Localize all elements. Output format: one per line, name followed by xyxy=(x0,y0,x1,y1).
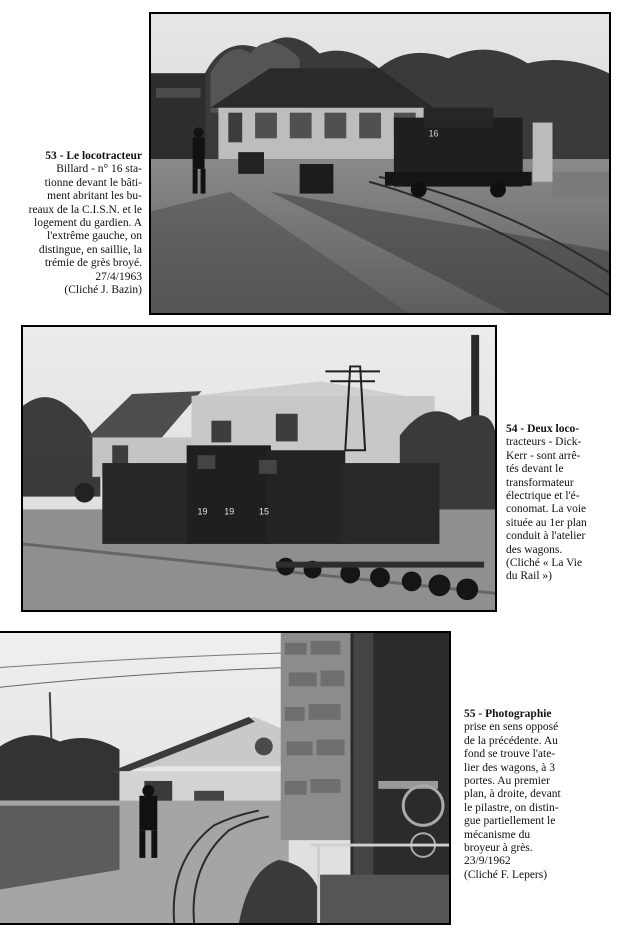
caption-55-line: portes. Au premier xyxy=(464,775,550,788)
caption-54-line: des wagons. xyxy=(506,543,563,556)
photo-53-locotracteur-billard xyxy=(149,12,611,315)
caption-55-line: 55 - Photographie xyxy=(464,708,552,720)
caption-53-line: distingue, en saillie, la xyxy=(38,243,142,256)
caption-55-line: prise en sens opposé xyxy=(464,721,559,734)
caption-53-line: Billard - n° 16 sta- xyxy=(56,163,142,176)
caption-54-line: située au 1er plan xyxy=(506,516,587,529)
caption-55-line: de la précédente. Au xyxy=(464,734,558,747)
caption-53-line: 53 - Le locotracteur xyxy=(45,150,142,162)
photo-54-dick-kerr-locotracteurs xyxy=(21,325,497,612)
caption-53-line: ment abritant les bu- xyxy=(47,190,142,203)
caption-55-line: mécanisme du xyxy=(464,828,531,841)
caption-54-line: du Rail ») xyxy=(506,570,552,583)
caption-53-line: tionne devant le bâti- xyxy=(44,176,142,189)
caption-54-line: conduit à l'atelier xyxy=(506,530,586,543)
photo-55-image xyxy=(0,633,449,923)
caption-54-line: Kerr - sont arrê- xyxy=(506,449,581,462)
loco-number-54b: 19 xyxy=(224,506,235,517)
caption-54-line: électrique et l'é- xyxy=(506,490,580,503)
photo-53-image xyxy=(151,14,609,313)
caption-53-credit: (Cliché J. Bazin) xyxy=(64,284,142,297)
caption-54-line: conomat. La voie xyxy=(506,503,587,516)
caption-54-line: tracteurs - Dick- xyxy=(506,436,582,449)
caption-54-line: 54 - Deux loco- xyxy=(506,423,580,435)
caption-53-line: reaux de la C.I.S.N. et le xyxy=(28,203,142,216)
caption-53-line: l'extrême gauche, on xyxy=(47,230,142,243)
caption-54-line: (Cliché « La Vie xyxy=(506,557,583,570)
loco-number-54a: 19 xyxy=(197,506,208,517)
caption-53-line: trémie de grès broyé. xyxy=(44,257,142,270)
caption-55 xyxy=(464,708,590,882)
caption-55-line: broyeur à grès. xyxy=(464,842,533,855)
caption-55-line: 23/9/1962 xyxy=(464,855,511,868)
caption-55-line: fond se trouve l'ate- xyxy=(464,748,556,761)
photo-55-wagon-workshop xyxy=(0,631,451,925)
caption-55-line: gue partiellement le xyxy=(464,815,556,828)
caption-55-line: le pilastre, on distin- xyxy=(464,801,559,814)
caption-55-line: lier des wagons, à 3 xyxy=(464,761,556,774)
caption-54-line: transformateur xyxy=(506,476,574,489)
caption-53 xyxy=(0,150,142,297)
caption-54 xyxy=(506,423,618,584)
photo-54-image xyxy=(23,327,495,610)
loco-number-54c: 15 xyxy=(259,506,269,517)
caption-55-credit: (Cliché F. Lepers) xyxy=(464,868,548,881)
caption-53-line: logement du gardien. A xyxy=(34,217,142,230)
loco-number-53: 16 xyxy=(428,128,439,139)
caption-54-line: tés devant le xyxy=(506,463,564,476)
caption-55-line: plan, à droite, devant xyxy=(464,788,561,801)
caption-53-line: 27/4/1963 xyxy=(95,270,142,283)
